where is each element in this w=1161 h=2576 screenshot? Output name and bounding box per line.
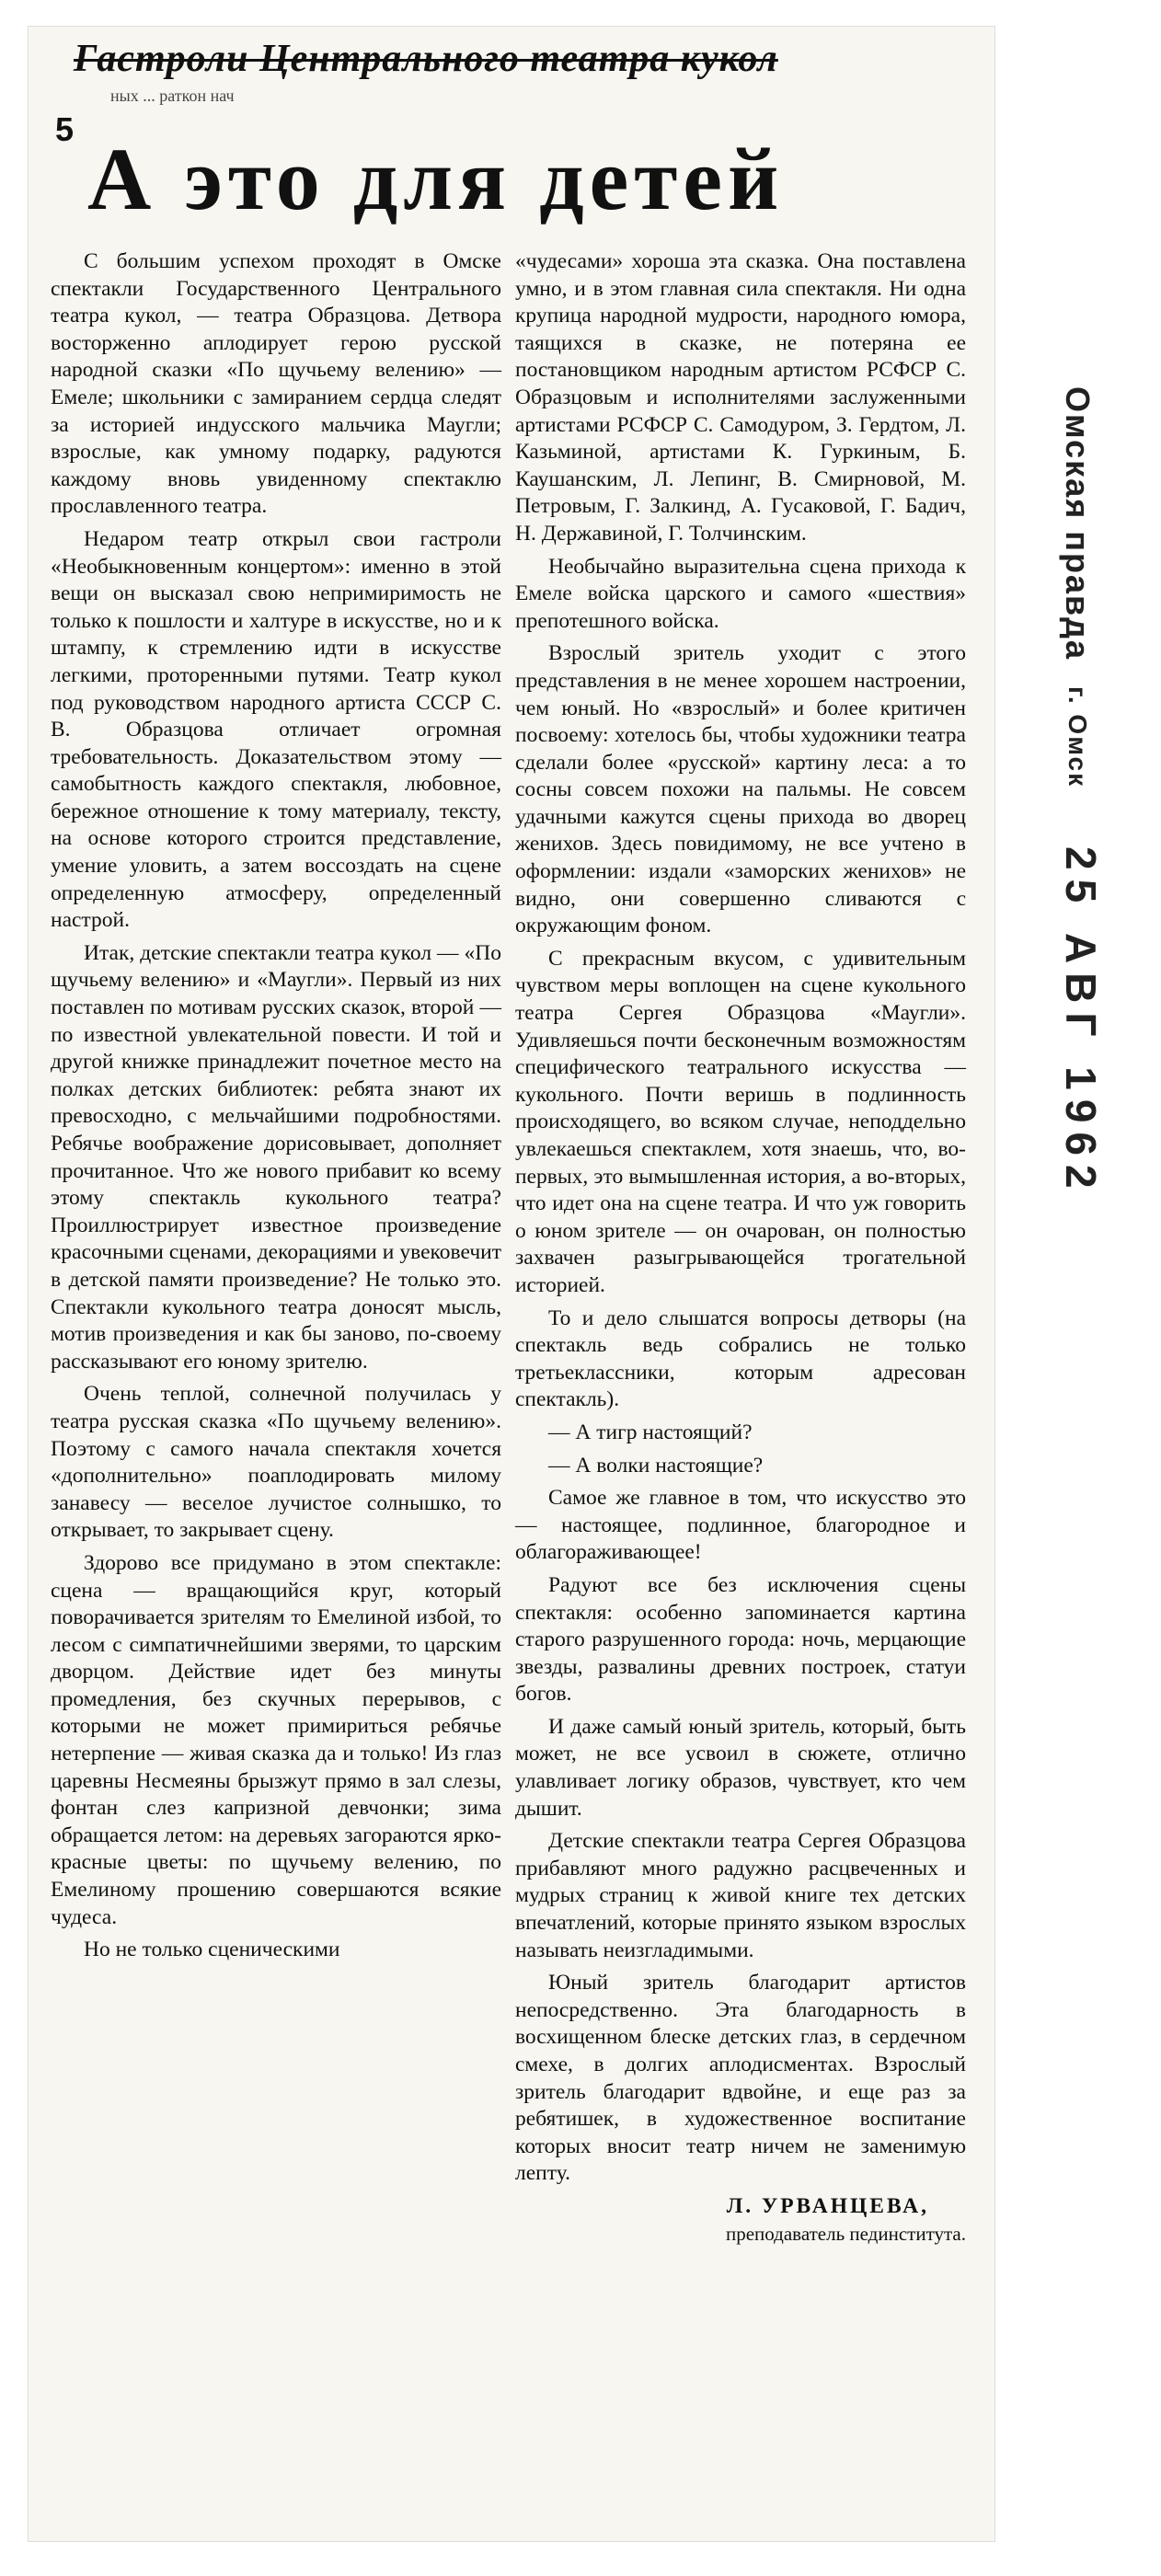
date-stamp: 25 АВГ 1962 <box>1057 846 1105 1198</box>
dialogue-line: — А волки настоящие? <box>548 1453 764 1478</box>
newspaper-stamp <box>1058 386 1097 788</box>
left-column <box>51 248 501 1970</box>
paragraph: Очень теплой, солнечной получилась у театра русская сказка «По щучьему велению». Поэтому с самого начала спектакля хочется «дополнительно» поаплодировать милому занавесу — веселое лучистое солнышко, то открывает, то закрывает сцену. <box>51 1382 501 1543</box>
paragraph: Детские спектакли театра Сергея Образцова прибавляют много радужно расцвеченных и мудрых страниц к живой книге тех детских впечатлений, которые принято языком взрослых называть неизгладимыми. <box>515 1829 966 1962</box>
paragraph: Но не только сценическими <box>84 1938 340 1962</box>
header-block <box>74 37 984 106</box>
paragraph: Юный зритель благодарит артистов непосредственно. Эта благодарность в восхищенном блеске детских глаз, в сердечном смехе, в долгих аплодисментах. Взрослый зритель благодарит вдвойне, и еще раз за ребятишек, в художественное воспитание которых вносит театр ничем не заменимую лепту. <box>515 1971 966 2186</box>
paragraph: Самое же главное в том, что искусство это — настоящее, подлинное, благородное и облагораживающее! <box>515 1486 966 1565</box>
author-signature: Л. УРВАНЦЕВА, <box>726 2193 929 2218</box>
paragraph: То и дело слышатся вопросы детворы (на спектакль ведь собрались не только третьеклассники, которым адресован спектакль). <box>515 1305 966 1412</box>
paragraph: И даже самый юный зритель, который, быть может, не все усвоил в сюжете, отлично улавливает логику образов, чувствует, кто чем дышит. <box>515 1714 966 1821</box>
paragraph: Взрослый зритель уходит с этого представления в не менее хорошем настроении, чем юный. Но «взрослый» и более критичен посвоему: хотелось бы, чтобы художники театра сделали более «русской» картину леса: а то сосны совсем похожи на пальмы. Не совсем удачными кажутся сцены прихода во дворец женихов. Здесь повидимому, не все учтено в оформлении: издали «заморских женихов» не видно, они совершенно сливаются с окружающим фоном. <box>515 641 966 938</box>
stamp-city: г. Омск <box>1063 686 1092 788</box>
paragraph: С прекрасным вкусом, с удивительным чувством меры воплощен на сцене кукольного театра Сергея Образцова «Маугли». Удивляешься почти бесконечным возможностям специфического театрального искусства — кукольного. Почти веришь в подлинность происходящего, во всяком случае, неподдельно увлекаешься спектаклем, хотя знаешь, что, во-первых, это вымышленная история, а во-вторых, что идет она на сцене театра. И что уж говорить о юном зрителе — он очарован, он полностью захвачен разыгрывающейся трогательной историей. <box>515 946 966 1297</box>
dialogue-line: — А тигр настоящий? <box>548 1420 753 1444</box>
article-title: А это для детей <box>87 130 785 228</box>
paragraph: Необычайно выразительна сцена прихода к Емеле войска царского и самого «шествия» препотешного войска. <box>515 554 966 633</box>
stamp-newspaper: Омская правда <box>1059 386 1097 661</box>
author-affiliation: преподаватель пединститута. <box>725 2222 966 2245</box>
right-column <box>515 248 966 2253</box>
byline-fragment: ных ... раткон нач <box>110 86 235 105</box>
paragraph: Радуют все без исключения сцены спектакля: особенно запоминается картина старого разрушенного города: ночь, мерцающие звезды, развалины древних построек, статуи богов. <box>515 1572 966 1707</box>
rubric-header: Гастроли Центрального театра кукол <box>74 38 778 80</box>
paragraph: Недаром театр открыл свои гастроли «Необыкновенным концертом»: именно в этой вещи он высказал свою непримиримость не только к пошлости и халтуре в искусстве, но и к штампу, к стремлению идти в искусстве легкими, проторенными путями. Театр кукол под руководством народного артиста СССР С. В. Образцова отличает огромная требовательность. Доказательством этому — самобытность каждого спектакля, любовное, бережное отношение к тому материалу, тексту, на основе которого строится представление, умение уловить, а затем воссоздать на сцене определенную атмосферу, определенный настрой. <box>51 526 501 933</box>
paragraph: «чудесами» хороша эта сказка. Она поставлена умно, и в этом главная сила спектакля. Ни одна крупица народной мудрости, народного юмора, таящихся в сказке, не потеряна ее постановщиком народным артистом РСФСР С. Образцовым и исполнителями заслуженными артистами РСФСР С. Самодуром, З. Гердтом, Л. Казьминой, артистами К. Гуркиным, Б. Каушанским, Л. Лепинг, В. Смирновой, М. Петровым, Г. Залкинд, А. Гусаковой, Г. Бадич, Н. Державиной, Г. Толчинским. <box>515 249 966 546</box>
paragraph: Итак, детские спектакли театра кукол — «По щучьему велению» и «Маугли». Первый из них поставлен по мотивам русских сказок, второй — по известной увлекательной повести. И той и другой книжке принадлежит почетное место на полках детских библиотек: ребята знают их превосходно, с мельчайшими подробностями. Ребячье воображение дорисовывает, дополняет прочитанное. Что же нового прибавит ко всему этому спектакль кукольного театра? Проиллюстрирует известное произведение красочными сценами, декорациями и увековечит в детской памяти произведение? Не только это. Спектакли кукольного театра доносят мысль, мотив произведения и как бы заново, по-своему рассказывают его юному зрителю. <box>51 940 501 1374</box>
page-mark: 5 <box>55 110 75 148</box>
paragraph: Здорово все придумано в этом спектакле: сцена — вращающийся круг, который поворачивается зрителям то Емелиной избой, то лесом с симпатичнейшими зверями, то царским дворцом. Действие идет без минуты промедления, без скучных перерывов, с которыми не может примириться ребячье нетерпение — живая сказка да и только! Из глаз царевны Несмеяны брызжут прямо в зал слезы, фонтан слез капризной девчонки; зима обращается летом: на деревьях загораются ярко-красные цветы: по щучьему велению, по Емелиному прошению совершаются всякие чудеса. <box>51 1550 501 1929</box>
paragraph: С большим успехом проходят в Омске спектакли Государственного Центрального театра кукол, — театра Образцова. Детвора восторженно аплодирует герою русской народной сказки «По щучьему велению» — Емеле; школьники с замиранием сердца следят за историей индусского мальчика Маугли; взрослые, как умному подарку, радуются каждому вновь увиденному спектаклю прославленного театра. <box>51 249 501 519</box>
